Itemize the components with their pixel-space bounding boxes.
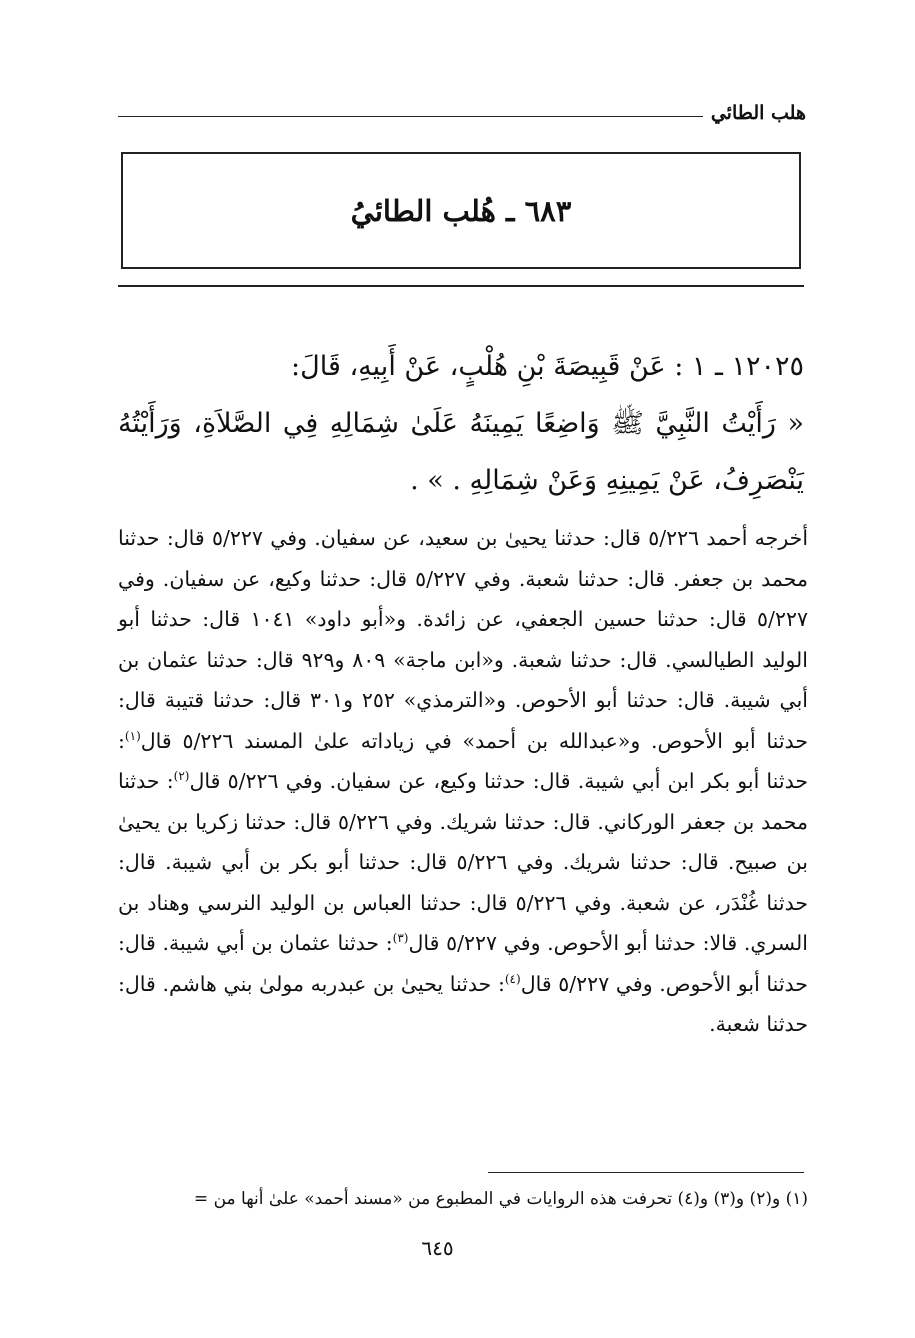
footnote-marker-3: (٣) [392,931,409,946]
hadith-intro: ١٢٠٢٥ ـ ١ : عَنْ قَبِيصَةَ بْنِ هُلْبٍ، عَنْ أَبِيهِ، قَالَ: [291,351,804,382]
running-header-rule [118,116,703,117]
running-header-title: هلب الطائي [710,102,806,124]
chapter-title-box [121,152,801,269]
commentary-part-2: : حدثنا أبو بكر ابن أبي شيبة. قال: حدثنا وكيع، عن سفيان. وفي ٥/٢٢٦ قال [118,728,809,793]
page-number: ٦٤٥ [421,1236,454,1260]
chapter-divider [118,285,804,287]
chapter-title: ٦٨٣ ـ هُلب الطائيُ [350,193,572,228]
commentary-part-3: : حدثنا محمد بن جعفر الوركاني. قال: حدثنا شريك. وفي ٥/٢٢٦ قال: حدثنا زكريا بن يحيىٰ بن صبيح. قال: حدثنا شريك. وفي ٥/٢٢٦ قال: حدثنا أبو بكر بن أبي شيبة. قال: حدثنا غُنْدَر، عن شعبة. وفي ٥/٢٢٦ قال: حدثنا العباس بن الوليد النرسي وهناد بن السري. قالا: حدثنا أبو الأحوص. وفي ٥/٢٢٧ قال [118,769,809,955]
footnote-separator [488,1172,804,1173]
hadith-block [118,338,804,509]
footnote-marker-4: (٤) [504,971,521,986]
hadith-text: « رَأَيْتُ النَّبِيَّ ﷺ وَاضِعًا يَمِينَهُ عَلَىٰ شِمَالِهِ فِي الصَّلاَةِ، وَرَأَيْتُهُ يَنْصَرِفُ، عَنْ يَمِينِهِ وَعَنْ شِمَالِهِ . » . [118,408,804,496]
commentary-paragraph [118,518,808,1045]
footnote: (١) و(٢) و(٣) و(٤) تحرفت هذه الروايات في المطبوع من «مسند أحمد» علىٰ أنها من = [193,1189,808,1209]
commentary-part-1: أخرجه أحمد ٥/٢٢٦ قال: حدثنا يحيىٰ بن سعيد، عن سفيان. وفي ٥/٢٢٧ قال: حدثنا محمد بن جعفر. قال: حدثنا شعبة. وفي ٥/٢٢٧ قال: حدثنا وكيع، عن سفيان. وفي ٥/٢٢٧ قال: حدثنا حسين الجعفي، عن زائدة. و«أبو داود» ١٠٤١ قال: حدثنا أبو الوليد الطيالسي. قال: حدثنا شعبة. و«ابن ماجة» ٨٠٩ و٩٢٩ قال: حدثنا عثمان بن أبي شيبة. قال: حدثنا أبو الأحوص. و«الترمذي» ٢٥٢ و٣٠١ قال: حدثنا قتيبة قال: حدثنا أبو الأحوص. و«عبدالله بن أحمد» في زياداته علىٰ المسند ٥/٢٢٦ قال [118,526,809,753]
commentary-part-4: : حدثنا عثمان بن أبي شيبة. قال: حدثنا أبو الأحوص. وفي ٥/٢٢٧ قال [118,931,808,996]
footnote-marker-1: (١) [124,728,141,743]
takhrij-commentary [118,518,808,1045]
footnote-marker-2: (٢) [173,769,190,784]
commentary-part-5: : حدثنا يحيىٰ بن عبدربه مولىٰ بني هاشم. قال: حدثنا شعبة. [118,971,808,1036]
running-header [118,98,806,128]
